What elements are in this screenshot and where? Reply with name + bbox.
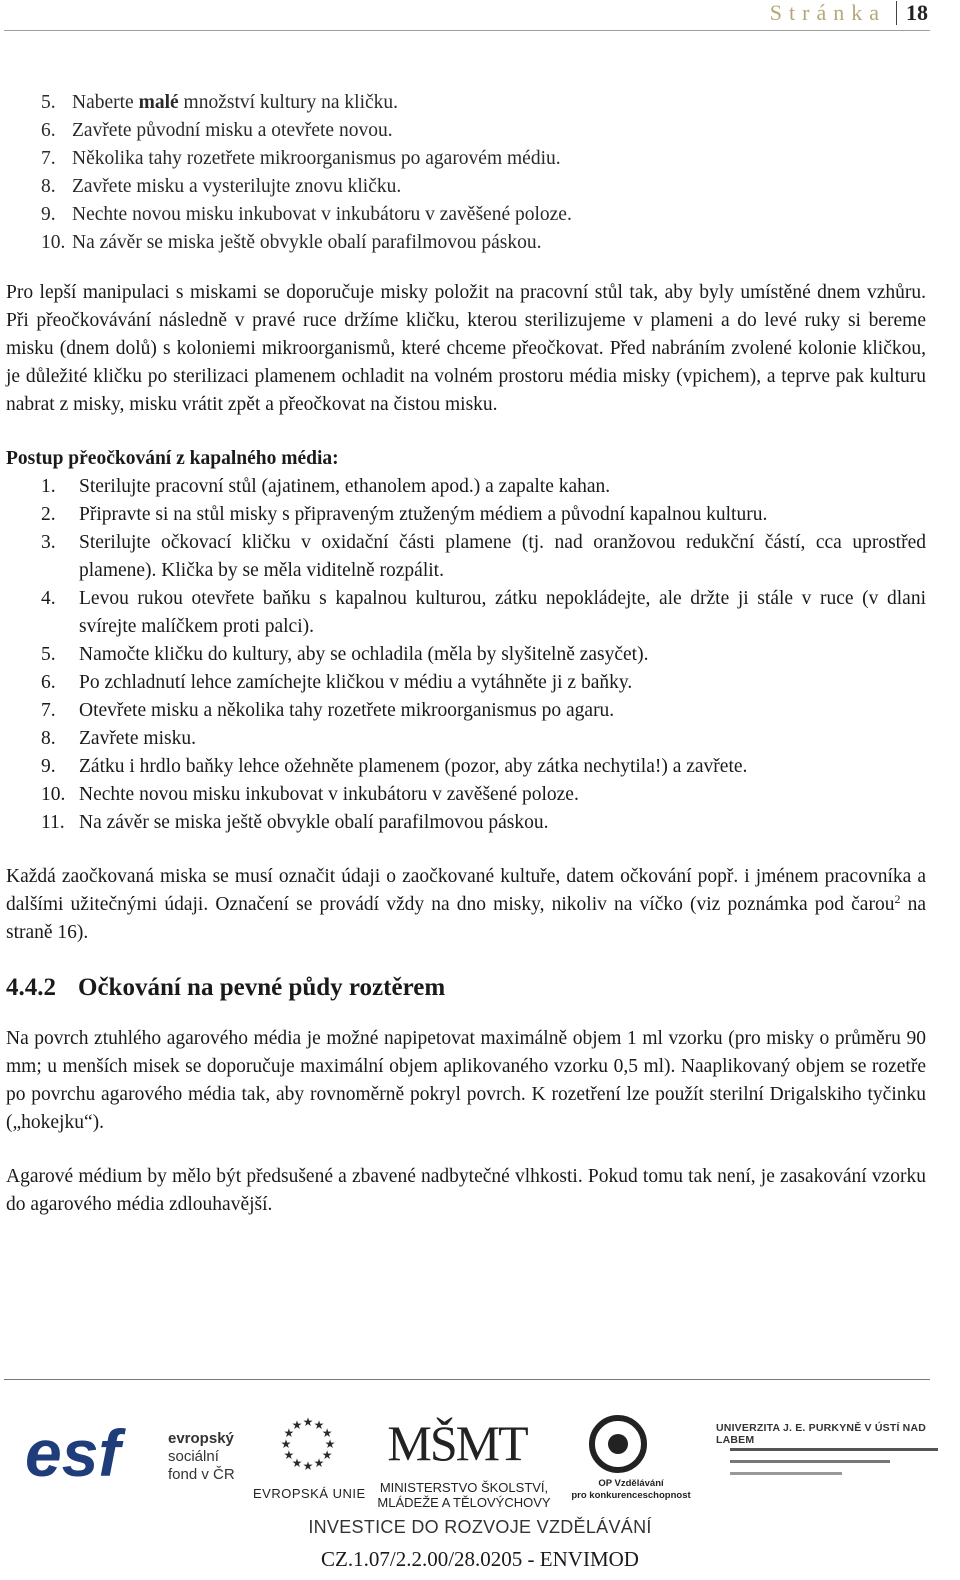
eu-star-icon: ★ — [313, 1456, 325, 1471]
esf-caption-line: sociální — [168, 1448, 219, 1465]
eu-star-icon: ★ — [302, 1415, 314, 1429]
eu-star-icon: ★ — [302, 1459, 314, 1473]
footer-rule — [4, 1379, 930, 1380]
list-item — [6, 501, 926, 529]
list-item-number: 5. — [41, 644, 56, 665]
paragraph-text: Každá zaočkovaná miska se musí označit údaji o zaočkované kultuře, datem očkování popř. i jménem pracovníka a dalšími užitečnými údaji. Označení se provádí vždy na dno misky, nikoliv na víčko (viz poznámka pod čarou — [6, 866, 926, 915]
esf-logo — [25, 1418, 155, 1488]
eu-star-icon: ★ — [291, 1456, 303, 1471]
subsection-title: Očkování na pevné půdy roztěrem — [78, 974, 446, 1001]
list-item — [6, 641, 926, 669]
page-header — [770, 0, 928, 26]
list-item — [6, 753, 926, 781]
list-item-number: 6. — [41, 672, 56, 693]
document-body — [6, 89, 926, 1219]
list-item-number: 5. — [41, 92, 56, 113]
eu-caption: EVROPSKÁ UNIE — [253, 1486, 366, 1501]
section-heading: Postup přeočkování z kapalného média: — [6, 448, 339, 469]
list-item — [6, 809, 926, 837]
msmt-logo-text: MŠMT — [387, 1415, 527, 1471]
header-rule — [4, 30, 930, 31]
esf-logo-text: esf — [25, 1416, 121, 1490]
list-item — [6, 473, 926, 501]
op-caption — [566, 1478, 696, 1502]
list-item-number: 10. — [41, 232, 66, 253]
list-item-number: 7. — [41, 148, 56, 169]
eu-star-icon: ★ — [283, 1448, 295, 1462]
spacer — [6, 1005, 926, 1025]
list-item-text: Na závěr se miska ještě obvykle obalí parafilmovou páskou. — [79, 812, 549, 833]
procedure-list-continued — [6, 89, 926, 257]
list-item-text-part: množství kultury na kličku. — [178, 92, 399, 113]
list-item-text: Několika tahy rozetřete mikroorganismus po agarovém médiu. — [72, 148, 561, 169]
emphasis: malé — [138, 92, 179, 113]
esf-caption-line: fond v ČR — [168, 1466, 235, 1483]
list-item-text: Otevřete misku a několika tahy rozetřete mikroorganismus po agaru. — [79, 700, 615, 721]
msmt-logo — [387, 1404, 527, 1476]
list-item-text: Levou rukou otevřete baňku s kapalnou kulturou, zátku nepokládejte, ale držte ji stále v ruce (v dlani svírejte malíčkem proti palci). — [79, 588, 926, 637]
list-item-text: Zavřete původní misku a otevřete novou. — [72, 120, 393, 141]
list-item-number: 9. — [41, 204, 56, 225]
spacer — [6, 257, 926, 279]
list-item-number: 11. — [41, 812, 65, 833]
spacer — [6, 837, 926, 863]
msmt-caption-line: MLÁDEŽE A TĚLOVÝCHOVY — [377, 1495, 551, 1510]
list-item-number: 10. — [41, 784, 66, 805]
footnote-reference: 2 — [894, 892, 901, 906]
eu-star-icon: ★ — [291, 1417, 303, 1432]
list-item-text: Zavřete misku. — [79, 728, 196, 749]
list-item-number: 8. — [41, 176, 56, 197]
paragraph-agar-drying: Agarové médium by mělo být předsušené a zbavené nadbytečné vlhkosti. Pokud tomu tak není, je zasakování vzorku do agarového média zdlouhavější. — [6, 1166, 926, 1215]
msmt-caption — [374, 1480, 554, 1510]
op-caption-line: pro konkurenceschopnost — [571, 1490, 691, 1501]
eu-star-icon: ★ — [321, 1448, 333, 1462]
subsection-heading — [6, 971, 926, 1005]
list-item-text: Zavřete misku a vysterilujte znovu kličku. — [72, 176, 402, 197]
eu-star-icon: ★ — [280, 1437, 292, 1451]
list-item — [6, 201, 926, 229]
eu-flag-icon — [253, 1412, 363, 1476]
list-item-text: Připravte si na stůl misky s připraveným ztuženým médiem a původní kapalnou kulturu. — [79, 504, 768, 525]
subsection-number: 4.4.2 — [6, 974, 56, 1001]
procedure-list-liquid — [6, 473, 926, 837]
msmt-caption-line: MINISTERSTVO ŠKOLSTVÍ, — [379, 1480, 549, 1495]
op-caption-line: OP Vzdělávání — [598, 1478, 664, 1489]
list-item — [6, 529, 926, 585]
list-item — [6, 229, 926, 257]
list-item-number: 9. — [41, 756, 56, 777]
eu-star-icon: ★ — [321, 1426, 333, 1440]
esf-caption-line: evropský — [168, 1430, 234, 1447]
spacer — [6, 1137, 926, 1163]
list-item — [6, 145, 926, 173]
list-item — [6, 669, 926, 697]
list-item-text: Nechte novou misku inkubovat v inkubátoru v zavěšené poloze. — [72, 204, 572, 225]
list-item-text: Zátku i hrdlo baňky lehce ožehněte plamenem (pozor, aby zátka nechytila!) a zavřete. — [79, 756, 748, 777]
list-item — [6, 781, 926, 809]
page-number: 18 — [906, 0, 928, 25]
list-item — [6, 89, 926, 117]
spacer — [6, 419, 926, 445]
list-item — [6, 585, 926, 641]
eu-star-icon: ★ — [324, 1437, 336, 1451]
investment-slogan: INVESTICE DO ROZVOJE VZDĚLÁVÁNÍ — [308, 1517, 652, 1537]
paragraph-labeling — [6, 863, 926, 947]
list-item-text — [72, 89, 926, 117]
footer-logos — [0, 1400, 960, 1520]
esf-caption — [168, 1430, 235, 1484]
list-item-text: Sterilujte pracovní stůl (ajatinem, ethanolem apod.) a zapalte kahan. — [79, 476, 611, 497]
list-item-number: 1. — [41, 476, 56, 497]
ujep-name: UNIVERZITA J. E. PURKYNĚ V ÚSTÍ NAD LABEM — [716, 1422, 927, 1446]
list-item — [6, 697, 926, 725]
page-label: Stránka — [769, 0, 886, 25]
list-item-number: 8. — [41, 728, 56, 749]
list-item-number: 2. — [41, 504, 56, 525]
ujep-logo — [730, 1444, 938, 1484]
list-item-number: 6. — [41, 120, 56, 141]
op-education-logo — [586, 1412, 650, 1476]
list-item — [6, 173, 926, 201]
paragraph-spread-plating: Na povrch ztuhlého agarového média je možné napipetovat maximálně objem 1 ml vzorku (pro misky o průměru 90 mm; u menších misek se doporučuje maximální objem aplikovaného vzorku 0,5 ml). Naaplikovaný objem se rozetře po povrchu agarového média tak, aby rovnoměrně pokryl povrch. K rozetření lze použít sterilní Drigalskiho tyčinku („hokejku“). — [6, 1028, 926, 1133]
paragraph-manipulation: Pro lepší manipulaci s miskami se doporučuje misky položit na pracovní stůl tak, aby byly umístěné dnem vzhůru. Při přeočkovávání následně v pravé ruce držíme kličku, kterou sterilizujeme v plameni a do levé ruky si bereme misku (dnem dolů) s koloniemi mikroorganismů, které chceme přeočkovat. Před nabráním zvolené kolonie kličkou, je důležité kličku po sterilizaci plamenem ochladit na volném prostoru média misky (vpichem), a teprve pak kulturu nabrat z misky, misku vrátit zpět a přeočkovat na čistou misku. — [6, 282, 926, 415]
paragraph-text: na straně 16). — [6, 894, 926, 943]
eu-star-icon: ★ — [313, 1417, 325, 1432]
list-item-text: Nechte novou misku inkubovat v inkubátoru v zavěšené poloze. — [79, 784, 579, 805]
list-item — [6, 725, 926, 753]
list-item-text: Na závěr se miska ještě obvykle obalí parafilmovou páskou. — [72, 232, 542, 253]
list-item-text: Sterilujte očkovací kličku v oxidační části plamene (tj. nad oranžovou redukční částí, cca uprostřed plamene). Klička by se měla viditelně rozpálit. — [79, 532, 926, 581]
list-item-number: 3. — [41, 532, 56, 553]
list-item-number: 7. — [41, 700, 56, 721]
spacer — [6, 947, 926, 971]
project-code: CZ.1.07/2.2.00/28.0205 - ENVIMOD — [321, 1547, 639, 1571]
list-item-text: Namočte kličku do kultury, aby se ochladila (měla by slyšitelně zasyčet). — [79, 644, 649, 665]
list-item-number: 4. — [41, 588, 56, 609]
list-item-text: Po zchladnutí lehce zamíchejte kličkou v médiu a vytáhněte ji z baňky. — [79, 672, 633, 693]
eu-star-icon: ★ — [283, 1426, 295, 1440]
list-item-text-part: Naberte — [72, 92, 139, 113]
list-item — [6, 117, 926, 145]
